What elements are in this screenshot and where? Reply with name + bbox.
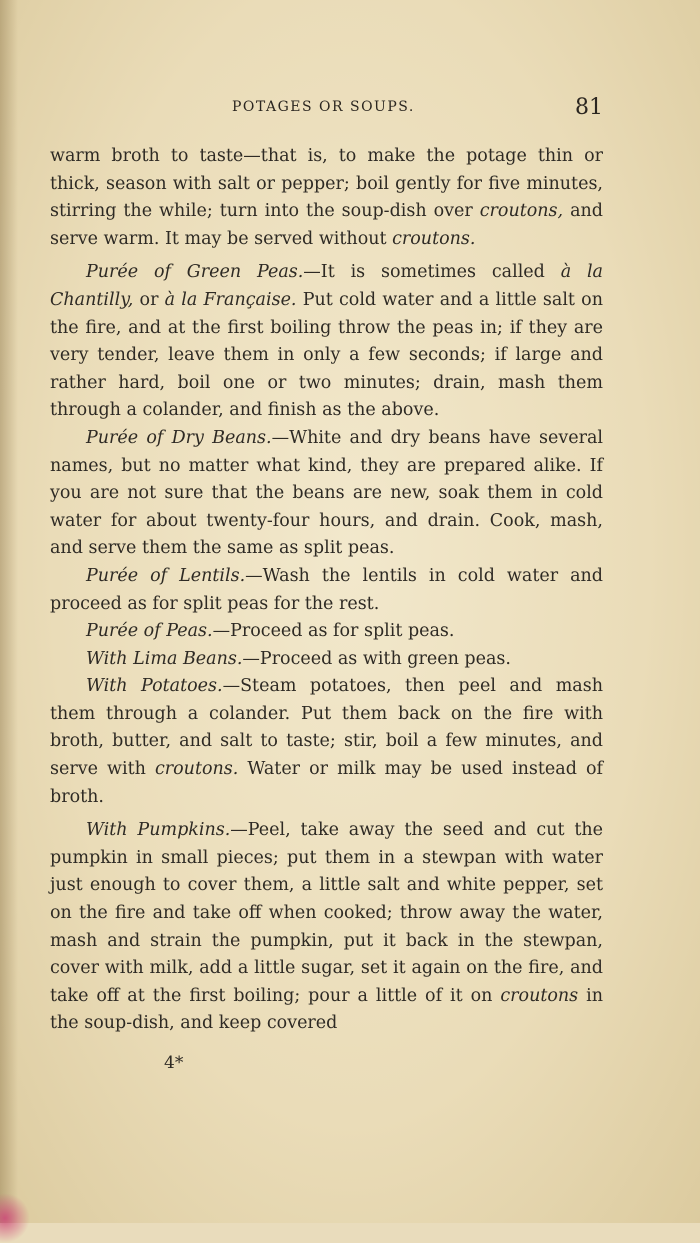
page-number: 81 [575,95,603,120]
paragraph-lead: Purée of Green Peas. [86,262,304,283]
paragraph-lead: Purée of Peas. [86,621,213,642]
signature-mark: 4* [164,1053,184,1073]
paragraph-lead: With Potatoes. [86,676,223,697]
page-gutter-shadow [0,0,18,1223]
paragraph-puree-peas: Purée of Peas.—Proceed as for split peas. [86,621,455,642]
paragraph-puree-dry-beans: Purée of Dry Beans.—White and dry beans have several names, but no matter what kind, they are prepared alike. If you are not sure that the beans are new, soak them in cold water for about twenty-four hours, and drain. Cook, mash, and serve them the same as split peas. [50,427,603,559]
paragraph-lima-beans: With Lima Beans.—Proceed as with green peas. [86,648,511,669]
paragraph-potatoes: With Potatoes.—Steam potatoes, then peel and mash them through a colander. Put them back on the fire with broth, butter, and salt to taste; stir, boil a few minutes, and serve with croutons. Water or milk may be used instead of broth. [50,676,603,807]
corner-stain [0,1193,30,1243]
paragraph-lead: With Lima Beans. [86,648,243,669]
paragraph-lead: Purée of Lentils. [86,565,246,586]
paragraph-continuation: warm broth to taste—that is, to make the potage thin or thick, season with salt or pepper; boil gently for five minutes, stirring the while; turn into the soup-dish over croutons, and serve warm. It may be served without croutons. [50,146,603,249]
paragraph-pumpkins: With Pumpkins.—Peel, take away the seed and cut the pumpkin in small pieces; put them in a stewpan with water just enough to cover them, a little salt and white pepper, set on the fire and take off when cooked; throw away the water, mash and strain the pumpkin, put it back in the stewpan, cover with milk, add a little sugar, set it again on the fire, and take off at the first boiling; pour a little of it on croutons in the soup-dish, and keep covered [50,820,604,1034]
running-head: POTAGES OR SOUPS. [232,99,415,115]
paragraph-lead: With Pumpkins. [86,820,231,841]
paragraph-puree-lentils: Purée of Lentils.—Wash the lentils in cold water and proceed as for split peas for the rest. [50,565,604,614]
paragraph-lead: Purée of Dry Beans. [86,427,272,448]
page-header [50,95,603,125]
body-text [50,143,603,1038]
paragraph-puree-green-peas: Purée of Green Peas.—It is sometimes called à la Chantilly, or à la Française. Put cold water and a little salt on the fire, and at the first boiling throw the peas in; if they are very tender, leave them in only a few seconds; if large and rather hard, boil one or two minutes; drain, mash them through a colander, and finish as the above. [50,262,603,421]
